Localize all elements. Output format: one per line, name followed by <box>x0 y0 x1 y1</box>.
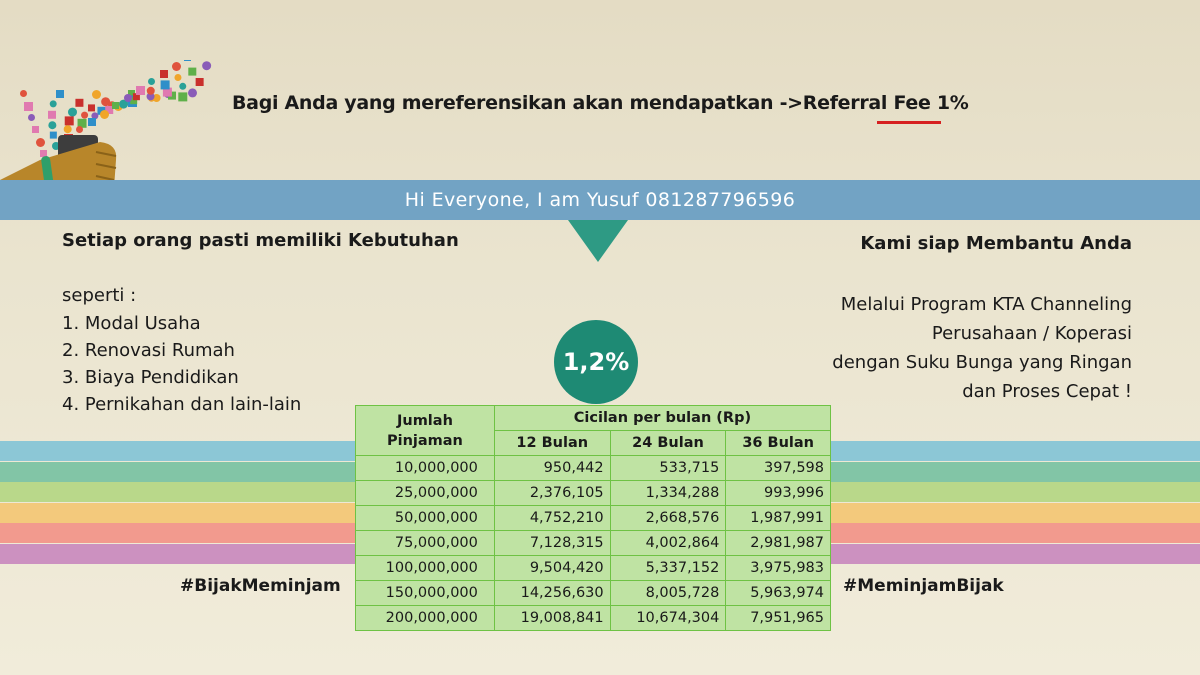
installment-cell: 3,975,983 <box>726 556 831 581</box>
installment-cell: 2,981,987 <box>726 531 831 556</box>
installment-cell: 1,987,991 <box>726 506 831 531</box>
header-loan-amount-line1: Jumlah <box>396 412 453 429</box>
spray-icon <box>64 125 72 133</box>
spray-icon <box>188 68 196 76</box>
needs-item: 2. Renovasi Rumah <box>62 340 235 361</box>
loan-amount-cell: 50,000,000 <box>356 506 495 531</box>
contact-banner-text: Hi Everyone, I am Yusuf 081287796596 <box>404 189 796 211</box>
installment-cell: 993,996 <box>726 481 831 506</box>
spray-icon <box>112 102 119 109</box>
header-24-months: 24 Bulan <box>610 431 726 456</box>
loan-amount-cell: 10,000,000 <box>356 456 495 481</box>
help-heading: Kami siap Membantu Anda <box>860 233 1132 254</box>
program-line: dengan Suku Bunga yang Ringan <box>832 352 1132 373</box>
installment-cell: 8,005,728 <box>610 581 726 606</box>
spray-icon <box>50 132 57 139</box>
needs-item: 1. Modal Usaha <box>62 313 201 334</box>
installment-cell: 14,256,630 <box>494 581 610 606</box>
spray-icon <box>40 150 47 157</box>
spray-icon <box>172 62 181 71</box>
installment-table <box>355 405 831 631</box>
needs-heading: Setiap orang pasti memiliki Kebutuhan <box>62 230 459 251</box>
spray-icon <box>124 94 132 102</box>
spray-icon <box>148 78 155 85</box>
header-monthly-installment: Cicilan per bulan (Rp) <box>494 406 830 431</box>
installment-cell: 533,715 <box>610 456 726 481</box>
table-header-row <box>356 406 831 431</box>
header-loan-amount-line2: Pinjaman <box>386 432 463 449</box>
program-description <box>832 290 1132 406</box>
spray-icon <box>81 112 88 119</box>
spray-icon <box>32 126 39 133</box>
table-row <box>356 481 831 506</box>
headline-fee-word: Fee <box>893 92 931 114</box>
installment-cell: 1,334,288 <box>610 481 726 506</box>
spray-icon <box>48 121 56 129</box>
spray-icon <box>65 116 74 125</box>
needs-item: 4. Pernikahan dan lain-lain <box>62 394 302 415</box>
table-row <box>356 581 831 606</box>
spray-icon <box>20 90 27 97</box>
installment-cell: 7,951,965 <box>726 606 831 631</box>
headline-prefix: Bagi Anda yang mereferensikan akan mendapatkan ->Referral <box>232 92 894 114</box>
spray-icon <box>161 80 170 89</box>
spray-icon <box>136 86 145 95</box>
installment-cell: 2,376,105 <box>494 481 610 506</box>
spray-icon <box>50 100 57 107</box>
installment-cell: 9,504,420 <box>494 556 610 581</box>
headline-suffix: 1% <box>930 92 969 114</box>
spray-icon <box>88 118 96 126</box>
table-row <box>356 606 831 631</box>
table-row <box>356 531 831 556</box>
program-line: Perusahaan / Koperasi <box>931 323 1132 344</box>
installment-cell: 19,008,841 <box>494 606 610 631</box>
loan-amount-cell: 75,000,000 <box>356 531 495 556</box>
table-row <box>356 556 831 581</box>
installment-cell: 7,128,315 <box>494 531 610 556</box>
spray-icon <box>100 110 109 119</box>
spray-icon <box>174 74 181 81</box>
fee-underline <box>877 121 941 124</box>
spray-icon <box>196 78 204 86</box>
spray-icon <box>76 126 83 133</box>
spray-icon <box>88 104 95 111</box>
program-line: Melalui Program KTA Channeling <box>840 294 1132 315</box>
spray-icon <box>28 114 35 121</box>
installment-cell: 950,442 <box>494 456 610 481</box>
loan-amount-cell: 150,000,000 <box>356 581 495 606</box>
installment-cell: 10,674,304 <box>610 606 726 631</box>
needs-list <box>62 310 301 418</box>
spray-icon <box>68 108 77 117</box>
spray-icon <box>147 87 155 95</box>
interest-rate-badge: 1,2% <box>554 320 638 404</box>
loan-amount-cell: 200,000,000 <box>356 606 495 631</box>
header-loan-amount <box>356 406 495 456</box>
installment-cell: 5,963,974 <box>726 581 831 606</box>
table-row <box>356 456 831 481</box>
loan-amount-cell: 25,000,000 <box>356 481 495 506</box>
spray-icon <box>75 99 83 107</box>
needs-item: 3. Biaya Pendidikan <box>62 367 239 388</box>
referral-headline <box>232 92 969 114</box>
spray-icon <box>179 83 186 90</box>
spray-icon <box>160 70 168 78</box>
program-line: dan Proses Cepat ! <box>962 381 1132 402</box>
spray-icon <box>92 90 101 99</box>
spray-icon <box>184 60 191 61</box>
installment-cell: 4,002,864 <box>610 531 726 556</box>
installment-cell: 4,752,210 <box>494 506 610 531</box>
spray-icon <box>56 90 64 98</box>
installment-cell: 5,337,152 <box>610 556 726 581</box>
spray-icon <box>24 102 33 111</box>
hashtag-right: #MeminjamBijak <box>843 576 1004 596</box>
header-36-months: 36 Bulan <box>726 431 831 456</box>
banner-pointer-triangle <box>568 220 628 262</box>
installment-cell: 397,598 <box>726 456 831 481</box>
spray-icon <box>202 61 211 70</box>
spray-icon <box>188 88 197 97</box>
spray-icon <box>36 138 45 147</box>
table-row <box>356 506 831 531</box>
spray-icon <box>48 111 56 119</box>
icon-spray <box>20 60 215 157</box>
spray-icon <box>178 92 187 101</box>
hashtag-left: #BijakMeminjam <box>180 576 341 596</box>
header-12-months: 12 Bulan <box>494 431 610 456</box>
loan-amount-cell: 100,000,000 <box>356 556 495 581</box>
needs-intro: seperti : <box>62 285 137 306</box>
installment-cell: 2,668,576 <box>610 506 726 531</box>
table-body <box>356 456 831 631</box>
